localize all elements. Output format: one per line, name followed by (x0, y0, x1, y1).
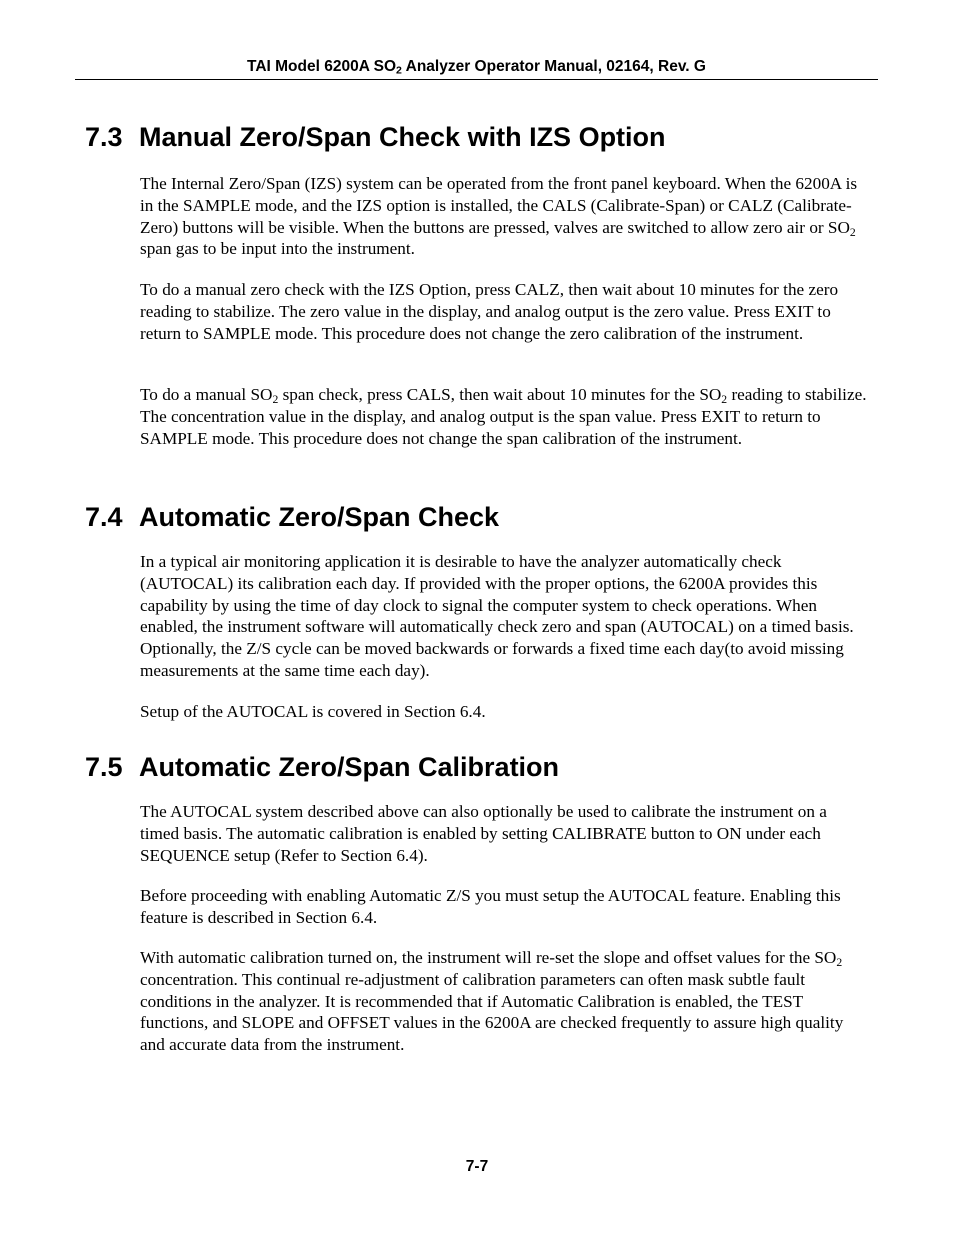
header-divider (75, 79, 878, 80)
running-header (75, 57, 878, 77)
paragraph: Setup of the AUTOCAL is covered in Section 6.4. (140, 702, 486, 721)
paragraph-text: reading to stabilize. The concentration value in the display, and analog output is the span value. Press EXIT to return to SAMPLE mode. This procedure does not change the span calibration of the instrument. (140, 385, 867, 448)
paragraph (140, 947, 870, 1056)
paragraph-text: With automatic calibration turned on, the instrument will re-set the slope and offset values for the SO (140, 948, 837, 967)
section-title: Automatic Zero/Span Calibration (139, 752, 560, 782)
subscript: 2 (849, 225, 856, 239)
section-heading-7-5 (85, 751, 559, 783)
section-number: 7.3 (85, 122, 123, 152)
subscript: 2 (721, 392, 728, 406)
paragraph (140, 173, 870, 260)
section-title: Automatic Zero/Span Check (139, 502, 500, 532)
header-title-part: TAI Model 6200A SO (247, 58, 397, 75)
paragraph-text: span check, press CALS, then wait about 10 minutes for the SO (278, 385, 722, 404)
subscript: 2 (272, 392, 279, 406)
paragraph-text: span gas to be input into the instrument. (140, 239, 415, 259)
section-heading-7-4 (85, 501, 499, 533)
section-title: Manual Zero/Span Check with IZS Option (139, 122, 666, 152)
paragraph: The AUTOCAL system described above can also optionally be used to calibrate the instrument on a timed basis. The automatic calibration is enabled by setting CALIBRATE button to ON under each SEQUENCE setup (Refer to Section 6.4). (140, 802, 827, 865)
section-heading-7-3 (85, 121, 666, 153)
header-title-part: Analyzer Operator Manual, 02164, Rev. G (401, 58, 706, 75)
subscript: 2 (836, 955, 843, 969)
header-subscript: 2 (396, 64, 402, 77)
paragraph: To do a manual zero check with the IZS Option, press CALZ, then wait about 10 minutes for the zero reading to stabilize. The zero value in the display, and analog output is the zero value. Press EXIT to return to SAMPLE mode. This procedure does not change the zero calibration of the instrument. (140, 280, 839, 343)
paragraph-text: concentration. This continual re-adjustment of calibration parameters can often mask subtle fault conditions in the analyzer. It is recommended that if Automatic Calibration is enabled, the TEST functions, and SLOPE and OFFSET values in the 6200A are checked frequently to assure high quality and accurate data from the instrument. (140, 969, 844, 1055)
paragraph: Before proceeding with enabling Automatic Z/S you must setup the AUTOCAL feature. Enabling this feature is described in Section 6.4. (140, 886, 841, 927)
paragraph-text: The Internal Zero/Span (IZS) system can be operated from the front panel keyboard. When the 6200A is in the SAMPLE mode, and the IZS option is installed, the CALS (Calibrate-Span) or CALZ (Calibrate-Zero) buttons will be visible. When the buttons are pressed, valves are switched to allow zero air or SO (140, 174, 858, 237)
paragraph (140, 384, 870, 449)
section-number: 7.5 (85, 752, 123, 782)
page-number: 7-7 (465, 1158, 489, 1175)
section-number: 7.4 (85, 502, 123, 532)
paragraph-text: To do a manual SO (140, 385, 273, 404)
paragraph: In a typical air monitoring application it is desirable to have the analyzer automatically check (AUTOCAL) its calibration each day. If provided with the proper options, the 6200A provides this capability by using the time of day clock to signal the computer system to check operations. When enabled, the instrument software will automatically check zero and span (AUTOCAL) on a timed basis. Optionally, the Z/S cycle can be moved backwards or forwards a fixed time each day(to avoid missing measurements at the same time each day). (140, 552, 854, 680)
